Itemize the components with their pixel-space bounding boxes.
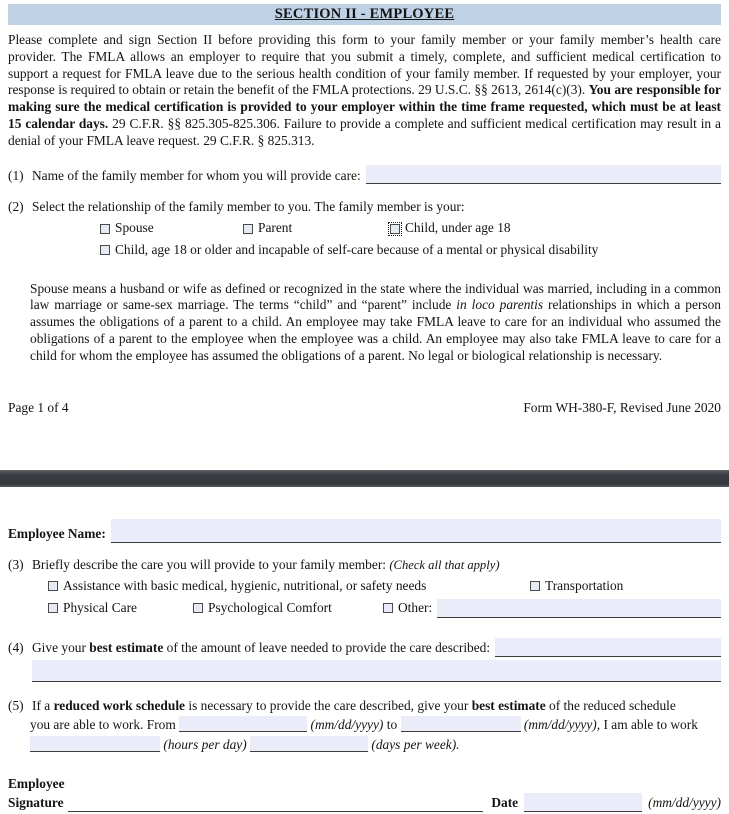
physical-care-label: Physical Care xyxy=(63,599,138,615)
question-5-text-1: If a xyxy=(32,697,54,713)
question-4-bold: best estimate xyxy=(89,639,164,655)
question-4 xyxy=(8,638,721,657)
option-spouse[interactable] xyxy=(100,220,243,237)
question-1-label: Name of the family member for whom you will provide care: xyxy=(32,167,361,183)
intro-text-bold: You are responsible for making sure the medical certification is provided to your employer within the time frame requested, which must be at least 15 calendar days. xyxy=(8,82,721,131)
to-date-format: (mm/dd/yyyy), xyxy=(523,717,601,733)
question-3-number: (3) xyxy=(8,557,24,572)
page-number: Page 1 of 4 xyxy=(8,400,69,416)
question-4-number: (4) xyxy=(8,639,24,655)
employee-name-row xyxy=(8,519,721,543)
option-transportation[interactable] xyxy=(530,578,623,595)
spouse-label: Spouse xyxy=(115,220,154,236)
signature-date-field[interactable] xyxy=(524,793,642,812)
leave-estimate-field-line1[interactable] xyxy=(495,638,721,657)
form-page-2 xyxy=(0,487,729,814)
relationship-options-row-1 xyxy=(100,220,721,237)
intro-paragraph xyxy=(8,32,721,149)
child-over-18-label: Child, age 18 or older and incapable of self-care because of a mental or physical disability xyxy=(115,241,599,257)
transportation-checkbox[interactable] xyxy=(530,581,540,591)
transportation-label: Transportation xyxy=(545,577,624,593)
spouse-def-text-1: Spouse means a husband or wife as defined or recognized in the state where the individual was married, including in a common law marriage or same-sex marriage. The terms “child” and “parent” include xyxy=(30,280,721,313)
hours-per-day-field[interactable] xyxy=(30,736,160,752)
physical-care-checkbox[interactable] xyxy=(48,603,58,613)
family-member-name-field[interactable] xyxy=(366,165,721,184)
section-header xyxy=(8,4,721,25)
child-under-18-label: Child, under age 18 xyxy=(405,220,511,236)
signature-date-format: (mm/dd/yyyy) xyxy=(648,794,721,810)
days-per-week-format: (days per week). xyxy=(371,737,460,752)
page-footer xyxy=(8,400,721,417)
spouse-def-italic: in loco parentis xyxy=(456,297,544,313)
option-child-over-18[interactable] xyxy=(100,242,598,259)
leave-estimate-field-line2[interactable] xyxy=(32,660,721,682)
care-options-row-2 xyxy=(48,599,721,618)
from-date-format: (mm/dd/yyyy) xyxy=(310,717,384,733)
date-label: Date xyxy=(491,794,519,810)
employee-name-field[interactable] xyxy=(111,519,721,543)
employee-name-label: Employee Name: xyxy=(8,526,106,542)
relationship-options-row-2 xyxy=(100,242,721,259)
option-other[interactable] xyxy=(383,599,721,618)
spouse-definition-paragraph xyxy=(30,281,721,365)
child-over-18-checkbox[interactable] xyxy=(100,245,110,255)
spouse-checkbox[interactable] xyxy=(100,224,110,234)
reduced-schedule-from-field[interactable] xyxy=(179,716,307,732)
option-child-under-18[interactable] xyxy=(390,220,511,237)
option-physical-care[interactable] xyxy=(48,600,193,617)
question-5-text-4: you are able to work. From xyxy=(30,717,176,733)
question-2 xyxy=(8,199,721,216)
option-assistance[interactable] xyxy=(48,578,530,595)
other-label: Other: xyxy=(398,599,433,615)
question-2-label: Select the relationship of the family member to you. The family member is your: xyxy=(32,199,465,215)
question-1 xyxy=(8,165,721,184)
option-parent[interactable] xyxy=(243,220,390,237)
other-care-field[interactable] xyxy=(437,599,721,618)
parent-label: Parent xyxy=(258,220,293,236)
question-3-label: Briefly describe the care you will provide to your family member: xyxy=(32,557,390,572)
assistance-checkbox[interactable] xyxy=(48,581,58,591)
psychological-comfort-checkbox[interactable] xyxy=(193,603,203,613)
signature-label-line2: Signature xyxy=(8,794,64,810)
intro-text-1: Please complete and sign Section II before providing this form to your family member or your family member’s health care provider. The FMLA allows an employer to require that you submit a timely, complete, and sufficient medical certification to support a request for FMLA leave due to the serious health condition of your family member. If requested by your employer, your response is required to obtain or retain the benefit of the FMLA protections. 29 U.S.C. §§ 2613, 2614(c)(3). xyxy=(8,32,721,98)
question-5-bold-1: reduced work schedule xyxy=(53,697,185,713)
parent-checkbox[interactable] xyxy=(243,224,253,234)
page-break-divider xyxy=(0,470,729,487)
question-5-text-3: of the reduced schedule xyxy=(545,697,676,713)
section-title: SECTION II - EMPLOYEE xyxy=(274,6,455,22)
question-1-number: (1) xyxy=(8,167,24,183)
assistance-label: Assistance with basic medical, hygienic, nutritional, or safety needs xyxy=(63,577,427,593)
question-4-text-1: Give your xyxy=(32,639,90,655)
intro-text-2: 29 C.F.R. §§ 825.305-825.306. Failure to provide a complete and sufficient medical certification may result in a denial of your FMLA leave request. 29 C.F.R. § 825.313. xyxy=(8,115,721,148)
signature-block xyxy=(8,776,721,812)
reduced-schedule-to-field[interactable] xyxy=(401,716,521,732)
question-5-text-2: is necessary to provide the care described, give your xyxy=(185,697,472,713)
question-3 xyxy=(8,557,721,574)
care-options-row-1 xyxy=(48,578,721,595)
spouse-def-text-2: relationships in which a person assumes the obligations of a parent to a child. An employee may take FMLA leave to care for an individual who assumed the obligations of a parent to the employee when the employee was a child. An employee may also take FMLA leave to care for a child for whom the employee has assumed the obligations of a parent. No legal or biological relationship is necessary. xyxy=(30,297,722,363)
child-under-18-checkbox[interactable] xyxy=(390,224,400,234)
other-checkbox[interactable] xyxy=(383,603,393,613)
employee-signature-line[interactable] xyxy=(68,793,484,812)
psychological-comfort-label: Psychological Comfort xyxy=(208,599,332,615)
option-psychological-comfort[interactable] xyxy=(193,600,383,617)
question-4-line-2 xyxy=(32,660,721,682)
hours-per-day-format: (hours per day) xyxy=(163,737,247,752)
signature-label-line1: Employee xyxy=(8,775,65,791)
question-2-number: (2) xyxy=(8,199,24,215)
days-per-week-field[interactable] xyxy=(250,736,368,752)
question-5-bold-2: best estimate xyxy=(471,697,546,713)
question-4-text-2: of the amount of leave needed to provide the care described: xyxy=(163,639,491,655)
form-revision: Form WH-380-F, Revised June 2020 xyxy=(523,400,721,416)
question-5-to-word: to xyxy=(386,717,398,733)
question-5 xyxy=(8,698,721,754)
question-3-hint: (Check all that apply) xyxy=(389,558,500,572)
question-5-number: (5) xyxy=(8,697,24,713)
question-5-text-5: I am able to work xyxy=(603,717,698,733)
